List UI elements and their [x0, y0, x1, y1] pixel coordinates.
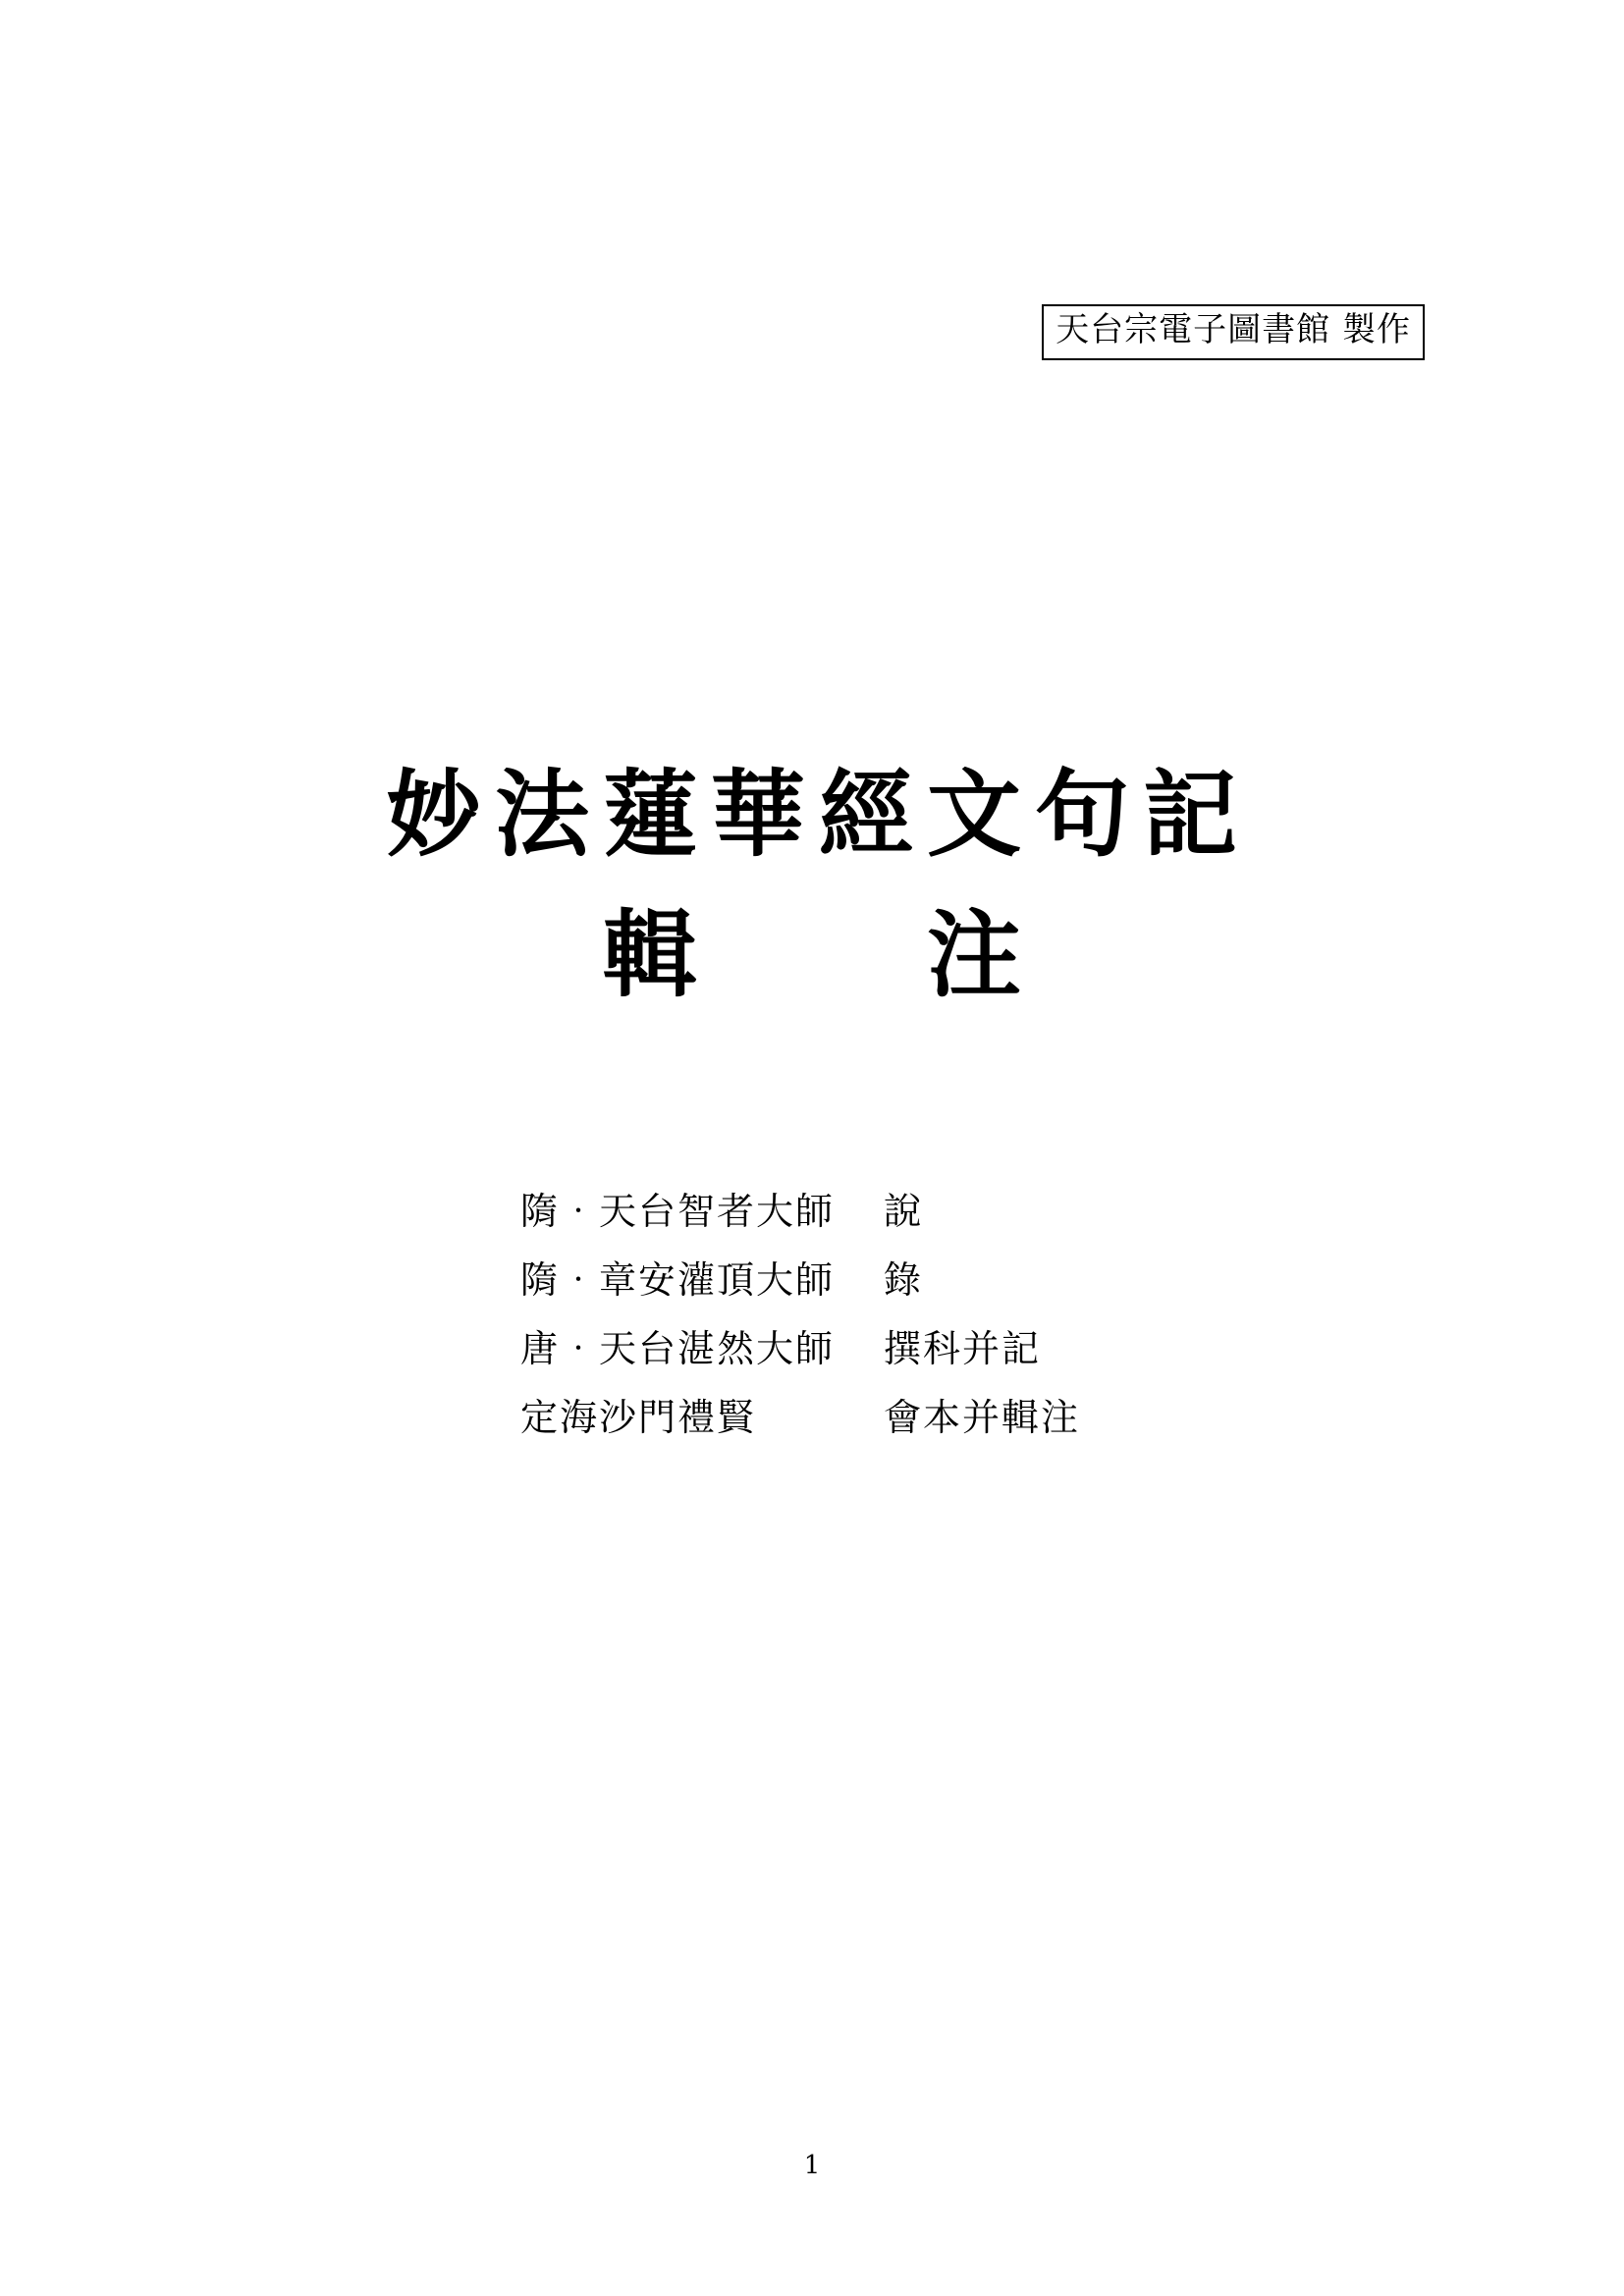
attribution-action: 會本并輯注: [884, 1396, 1081, 1439]
title-block: [0, 756, 1624, 1019]
attribution-list: [0, 1190, 1624, 1468]
document-title-line-2: 輯 注: [603, 899, 1035, 1010]
document-title-line-1: 妙法蓮華經文句記: [387, 759, 1251, 870]
attribution-row: [0, 1258, 1624, 1302]
page-number: 1: [803, 2151, 821, 2180]
attribution-role: 隋‧章安灌頂大師: [520, 1258, 836, 1302]
attribution-action: 錄: [884, 1258, 924, 1302]
attribution-action: 說: [884, 1190, 924, 1233]
attribution-row: [0, 1190, 1624, 1233]
attribution-role: 定海沙門禮賢: [520, 1396, 757, 1439]
publisher-stamp: 天台宗電子圖書館 製作: [1042, 304, 1425, 360]
attribution-role: 隋‧天台智者大師: [520, 1190, 836, 1233]
attribution-row: [0, 1396, 1624, 1439]
attribution-row: [0, 1327, 1624, 1370]
attribution-role: 唐‧天台湛然大師: [520, 1327, 836, 1370]
attribution-action: 撰科并記: [884, 1327, 1042, 1370]
